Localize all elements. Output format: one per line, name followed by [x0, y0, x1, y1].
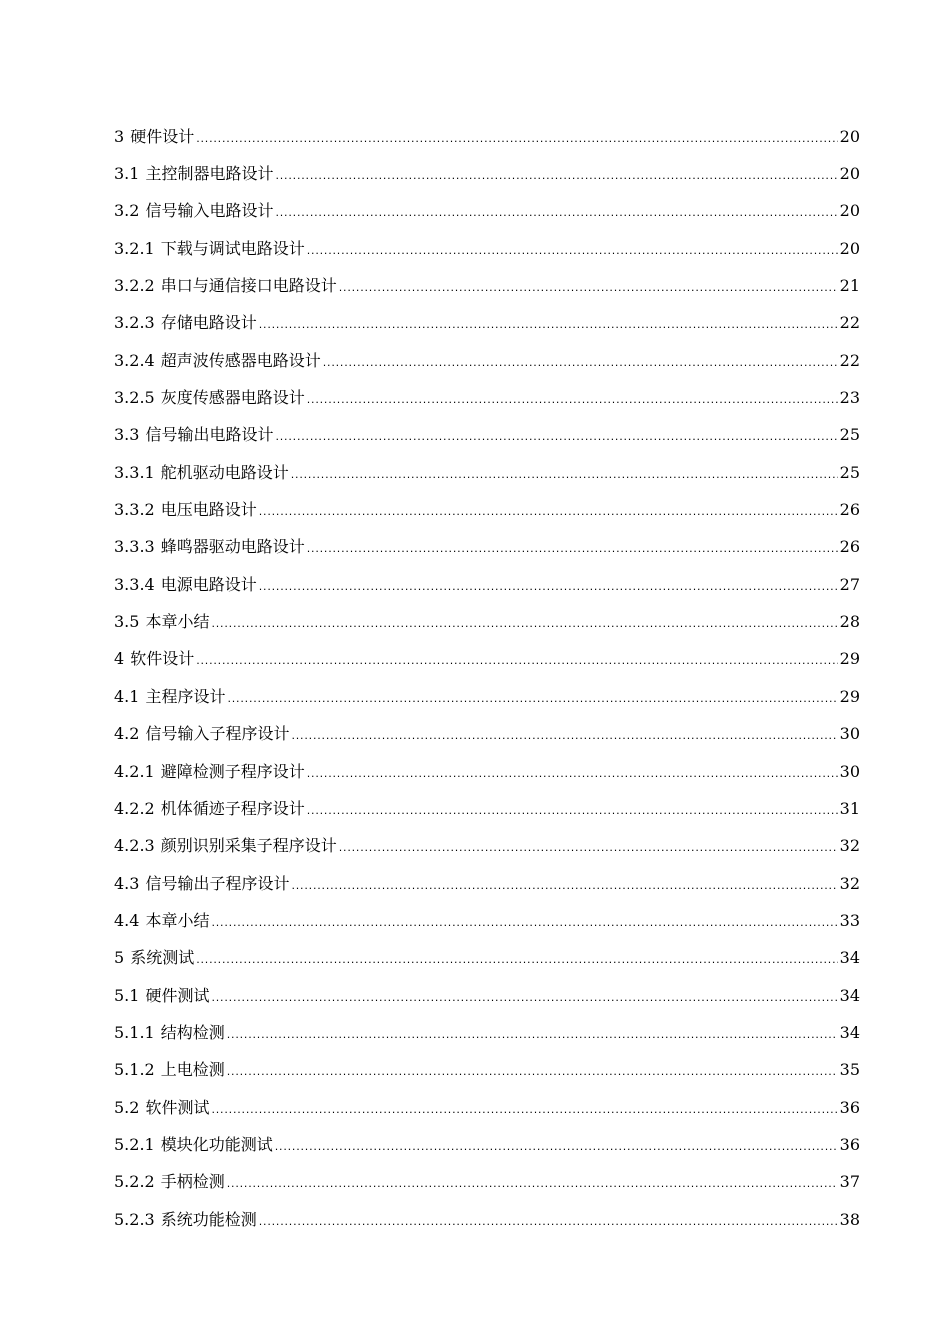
toc-entry-title [114, 950, 196, 966]
toc-entry-title [114, 1209, 259, 1229]
toc-entry[interactable] [114, 305, 860, 342]
toc-dot-leader [211, 615, 837, 629]
toc-entry-text: 信号输出子程序设计 [145, 873, 290, 893]
toc-entry-title [114, 838, 339, 854]
toc-entry-title [114, 985, 211, 1005]
toc-entry-number: 5.2.1 [114, 1134, 155, 1154]
toc-entry-text: 上电检测 [160, 1060, 225, 1080]
toc-entry-text: 颜别识别采集子程序设计 [160, 836, 337, 856]
toc-dot-leader [211, 1101, 837, 1115]
toc-entry-text: 信号输入电路设计 [145, 201, 274, 221]
toc-entry-text: 软件测试 [145, 1097, 210, 1117]
toc-entry[interactable] [114, 1164, 860, 1201]
toc-dot-leader [291, 877, 837, 891]
toc-entry[interactable] [114, 1014, 860, 1051]
toc-entry-title [114, 1062, 227, 1078]
toc-entry[interactable] [114, 379, 860, 416]
toc-entry[interactable] [114, 828, 860, 865]
toc-entry[interactable] [114, 491, 860, 528]
toc-entry-text: 系统测试 [130, 948, 195, 968]
toc-entry-number: 3.2.2 [114, 276, 155, 296]
toc-dot-leader [275, 1138, 838, 1152]
toc-entry-number: 3.2.3 [114, 313, 155, 333]
toc-page-number: 38 [839, 1209, 860, 1229]
toc-entry-title [114, 126, 196, 146]
toc-entry[interactable] [114, 193, 860, 230]
toc-entry-number: 3.2.5 [114, 388, 155, 408]
toc-dot-leader [259, 1213, 838, 1227]
toc-entry-text: 结构检测 [160, 1022, 225, 1042]
toc-entry[interactable] [114, 940, 860, 977]
toc-entry[interactable] [114, 417, 860, 454]
toc-entry-text: 灰度传感器电路设计 [160, 388, 305, 408]
toc-dot-leader [196, 130, 837, 144]
toc-entry-title [114, 1022, 227, 1042]
toc-page-number: 28 [839, 612, 860, 632]
toc-entry-text: 电压电路设计 [160, 500, 257, 520]
toc-entry[interactable] [114, 902, 860, 939]
toc-entry-title [114, 539, 307, 555]
toc-dot-leader [259, 503, 838, 517]
toc-entry[interactable] [114, 1089, 860, 1126]
toc-entry-title [114, 390, 307, 406]
toc-entry-title [114, 910, 211, 930]
toc-entry-text: 串口与通信接口电路设计 [160, 276, 337, 296]
toc-entry[interactable] [114, 790, 860, 827]
toc-dot-leader [339, 839, 838, 853]
toc-entry-text: 系统功能检测 [160, 1209, 257, 1229]
toc-entry-number: 3.3.2 [114, 500, 155, 520]
toc-dot-leader [259, 578, 838, 592]
toc-entry-number: 3.2.1 [114, 238, 155, 258]
toc-entry-number: 4.2 [114, 724, 140, 744]
toc-entry-text: 信号输出电路设计 [145, 425, 274, 445]
toc-entry-text: 存储电路设计 [160, 313, 257, 333]
toc-entry-number: 4 [114, 649, 125, 669]
toc-entry-text: 硬件设计 [130, 126, 195, 146]
toc-page-number: 30 [839, 724, 860, 744]
toc-page-number: 33 [839, 910, 860, 930]
toc-dot-leader [227, 1063, 838, 1077]
toc-page-number: 26 [839, 500, 860, 520]
toc-entry-text: 硬件测试 [145, 985, 210, 1005]
toc-entry-title [114, 350, 323, 370]
toc-page-number: 31 [839, 798, 860, 818]
toc-page-number: 25 [839, 462, 860, 482]
toc-entry-number: 5.1.2 [114, 1060, 155, 1080]
toc-entry-text: 下载与调试电路设计 [160, 238, 305, 258]
toc-entry[interactable] [114, 118, 860, 155]
toc-entry-number: 4.2.3 [114, 836, 155, 856]
toc-page-number: 37 [839, 1172, 860, 1192]
toc-entry-title [114, 873, 291, 893]
toc-page-number: 34 [839, 985, 860, 1005]
toc-page-number: 20 [839, 164, 860, 184]
toc-entry-title [114, 315, 259, 331]
toc-page-number: 22 [839, 313, 860, 333]
table-of-contents [114, 118, 860, 1238]
toc-page-number: 25 [839, 425, 860, 445]
toc-entry-text: 蜂鸣器驱动电路设计 [160, 537, 305, 557]
toc-entry-title [114, 651, 196, 667]
toc-entry[interactable] [114, 678, 860, 715]
toc-entry-title [114, 798, 307, 818]
toc-entry-text: 电源电路设计 [160, 574, 257, 594]
toc-entry-number: 3.1 [114, 164, 140, 184]
toc-entry-title [114, 427, 275, 443]
toc-entry-title [114, 761, 307, 781]
toc-entry[interactable] [114, 1126, 860, 1163]
toc-entry-number: 3.2.4 [114, 350, 155, 370]
toc-entry-number: 3.3.3 [114, 537, 155, 557]
toc-entry[interactable] [114, 566, 860, 603]
toc-dot-leader [211, 989, 837, 1003]
toc-entry-number: 3 [114, 126, 125, 146]
toc-entry-number: 3.5 [114, 612, 140, 632]
toc-page-number: 27 [839, 574, 860, 594]
toc-entry-text: 本章小结 [145, 612, 210, 632]
toc-page-number: 29 [839, 686, 860, 706]
toc-dot-leader [211, 914, 837, 928]
toc-entry[interactable] [114, 753, 860, 790]
toc-entry-title [114, 502, 259, 518]
toc-entry-text: 主程序设计 [145, 686, 226, 706]
toc-entry[interactable] [114, 865, 860, 902]
toc-entry-number: 3.2 [114, 201, 140, 221]
toc-entry-number: 4.1 [114, 686, 140, 706]
toc-page-number: 20 [839, 238, 860, 258]
toc-entry-number: 5.2 [114, 1097, 140, 1117]
toc-entry-text: 本章小结 [145, 910, 210, 930]
toc-page-number: 35 [839, 1060, 860, 1080]
toc-entry-number: 3.3.1 [114, 462, 155, 482]
toc-entry-number: 4.2.1 [114, 761, 155, 781]
toc-entry[interactable] [114, 342, 860, 379]
toc-page-number: 23 [839, 388, 860, 408]
toc-dot-leader [291, 727, 837, 741]
toc-entry-text: 信号输入子程序设计 [145, 724, 290, 744]
toc-dot-leader [227, 690, 837, 704]
toc-entry-text: 机体循迹子程序设计 [160, 798, 305, 818]
toc-entry-title [114, 726, 291, 742]
toc-entry[interactable] [114, 529, 860, 566]
toc-entry-number: 5.2.2 [114, 1172, 155, 1192]
toc-entry-number: 3.3.4 [114, 574, 155, 594]
toc-dot-leader [227, 1175, 838, 1189]
toc-page-number: 36 [839, 1134, 860, 1154]
toc-page-number: 36 [839, 1097, 860, 1117]
toc-entry-number: 5.1 [114, 985, 140, 1005]
toc-entry-title [114, 238, 307, 258]
toc-dot-leader [196, 951, 837, 965]
toc-entry-text: 模块化功能测试 [160, 1134, 273, 1154]
toc-dot-leader [275, 204, 837, 218]
toc-entry-text: 超声波传感器电路设计 [160, 350, 321, 370]
toc-page-number: 29 [839, 649, 860, 669]
toc-page-number: 34 [839, 1022, 860, 1042]
toc-dot-leader [259, 316, 838, 330]
toc-dot-leader [307, 391, 838, 405]
toc-entry-number: 4.3 [114, 873, 140, 893]
toc-entry-title [114, 1097, 211, 1117]
toc-page-number: 20 [839, 126, 860, 146]
toc-page-number: 20 [839, 201, 860, 221]
toc-entry-text: 舵机驱动电路设计 [160, 462, 289, 482]
toc-page-number: 32 [839, 836, 860, 856]
toc-page-number: 22 [839, 350, 860, 370]
toc-dot-leader [339, 279, 838, 293]
toc-dot-leader [307, 242, 838, 256]
toc-dot-leader [307, 540, 838, 554]
toc-entry-number: 5.2.3 [114, 1209, 155, 1229]
toc-dot-leader [307, 765, 838, 779]
toc-entry-number: 4.4 [114, 910, 140, 930]
toc-page-number: 32 [839, 873, 860, 893]
toc-entry[interactable] [114, 155, 860, 192]
toc-dot-leader [196, 652, 837, 666]
toc-entry-title [114, 462, 291, 482]
toc-dot-leader [291, 466, 838, 480]
toc-entry-text: 手柄检测 [160, 1172, 225, 1192]
toc-entry[interactable] [114, 641, 860, 678]
toc-entry[interactable] [114, 603, 860, 640]
toc-entry-number: 5.1.1 [114, 1022, 155, 1042]
toc-entry-text: 避障检测子程序设计 [160, 761, 305, 781]
toc-dot-leader [323, 354, 838, 368]
toc-page-number: 34 [839, 948, 860, 968]
toc-entry-title [114, 1134, 275, 1154]
toc-entry-title [114, 614, 211, 630]
toc-entry[interactable] [114, 230, 860, 267]
toc-entry-title [114, 686, 227, 706]
toc-entry[interactable] [114, 1052, 860, 1089]
toc-entry-title [114, 203, 275, 219]
toc-page-number: 21 [839, 276, 860, 296]
toc-dot-leader [227, 1026, 838, 1040]
toc-entry-title [114, 166, 275, 182]
toc-dot-leader [275, 167, 837, 181]
toc-entry-title [114, 278, 339, 294]
toc-entry[interactable] [114, 716, 860, 753]
toc-entry-title [114, 1174, 227, 1190]
toc-entry-title [114, 574, 259, 594]
toc-entry-number: 3.3 [114, 425, 140, 445]
toc-dot-leader [275, 428, 837, 442]
toc-entry[interactable] [114, 977, 860, 1014]
toc-entry[interactable] [114, 267, 860, 304]
toc-page-number: 30 [839, 761, 860, 781]
toc-entry[interactable] [114, 1201, 860, 1238]
toc-dot-leader [307, 802, 838, 816]
toc-entry-text: 主控制器电路设计 [145, 164, 274, 184]
toc-page-number: 26 [839, 537, 860, 557]
toc-entry-text: 软件设计 [130, 649, 195, 669]
toc-entry[interactable] [114, 454, 860, 491]
toc-entry-number: 4.2.2 [114, 798, 155, 818]
toc-entry-number: 5 [114, 948, 125, 968]
